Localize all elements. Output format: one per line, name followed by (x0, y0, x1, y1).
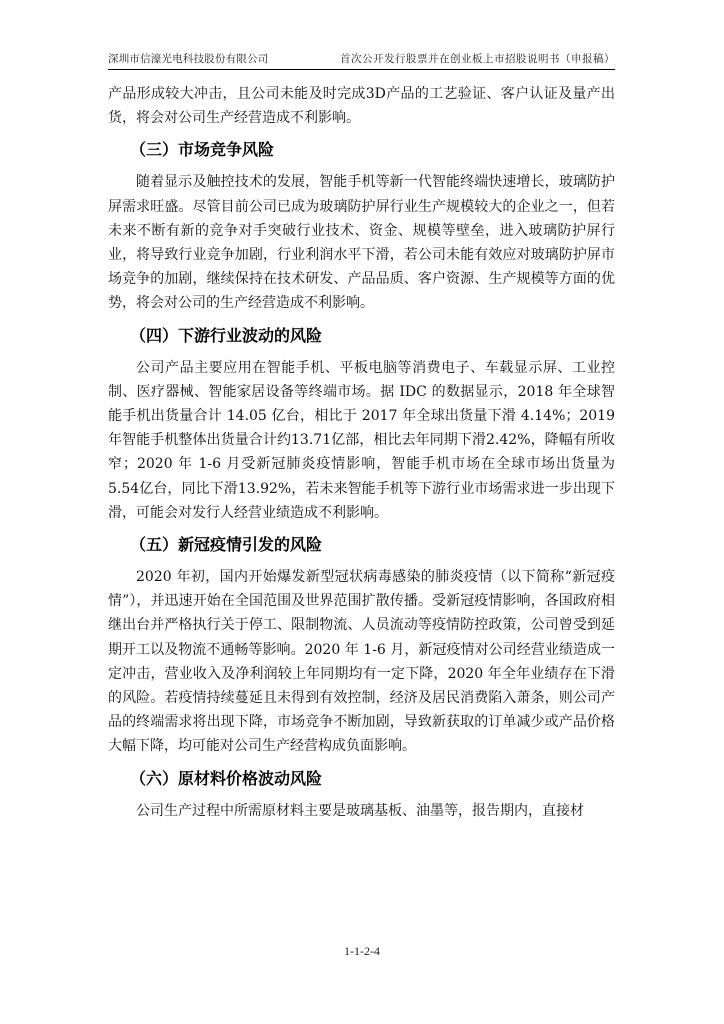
company-name: 深圳市信濠光电科技股份有限公司 (108, 53, 269, 65)
section-body-market-competition: 随着显示及触控技术的发展，智能手机等新一代智能终端快速增长，玻璃防护屏需求旺盛。尽管目前公司已成为玻璃防护屏行业生产规模较大的企业之一，但若未来不断有新的竞争对手突破行业技术、资金、规模等壁垒，进入玻璃防护屏行业，将导致行业竞争加剧，行业利润水平下滑，若公司未能有效应对玻璃防护屏市场竞争的加剧，继续保持在技术研发、产品品质、客户资源、生产规模等方面的优势，将会对公司的生产经营造成不利影响。 (108, 174, 615, 312)
section-heading-raw-material-risk: （六）原材料价格波动风险 (130, 768, 323, 788)
document-title: 首次公开发行股票并在创业板上市招股说明书（申报稿） (340, 53, 615, 65)
section-body-downstream-industry: 公司产品主要应用在智能手机、平板电脑等消费电子、车载显示屏、工业控制、医疗器械、智能家居设备等终端市场。据 IDC 的数据显示，2018 年全球智能手机出货量合计 14.05 亿台，相比于 2017 年全球出货量下滑 4.14%；2019年智能手机整体出货量合计约13.71亿部，相比去年同期下滑2.42%，降幅有所收窄；2020 年 1-6 月受新冠肺炎疫情影响，智能手机市场在全球市场出货量为5.54亿台，同比下滑13.92%，若未来智能手机等下游行业市场需求进一步出现下滑，可能会对发行人经营业绩造成不利影响。 (108, 359, 615, 521)
section-body-covid-risk: 2020 年初，国内开始爆发新型冠状病毒感染的肺炎疫情（以下简称“新冠疫情”），并迅速开始在全国范围及世界范围扩散传播。受新冠疫情影响，各国政府相继出台并严格执行关于停工、限制物流、人员流动等疫情防控政策，公司曾受到延期开工以及物流不通畅等影响。2020 年 1-6 月，新冠疫情对公司经营业绩造成一定冲击，营业收入及净利润较上年同期均有一定下降，2020 年全年业绩存在下滑的风险。若疫情持续蔓延且未得到有效控制，经济及居民消费陷入萧条，则公司产品的终端需求将出现下降，市场竞争不断加剧，导致新获取的订单减少或产品价格大幅下降，均可能对公司生产经营构成负面影响。 (108, 569, 615, 755)
page-number: 1-1-2-4 (344, 944, 380, 958)
page-header (108, 51, 615, 70)
section-heading-covid-risk: （五）新冠疫情引发的风险 (130, 535, 323, 555)
intro-paragraph: 产品形成较大冲击，且公司未能及时完成3D产品的工艺验证、客户认证及量产出货，将会对公司生产经营造成不利影响。 (108, 86, 615, 127)
section-heading-market-competition: （三）市场竞争风险 (130, 140, 275, 160)
section-body-raw-material-risk: 公司生产过程中所需原材料主要是玻璃基板、油墨等，报告期内，直接材 (136, 802, 584, 819)
section-heading-downstream-industry: （四）下游行业波动的风险 (130, 325, 323, 345)
page-content (108, 82, 615, 823)
